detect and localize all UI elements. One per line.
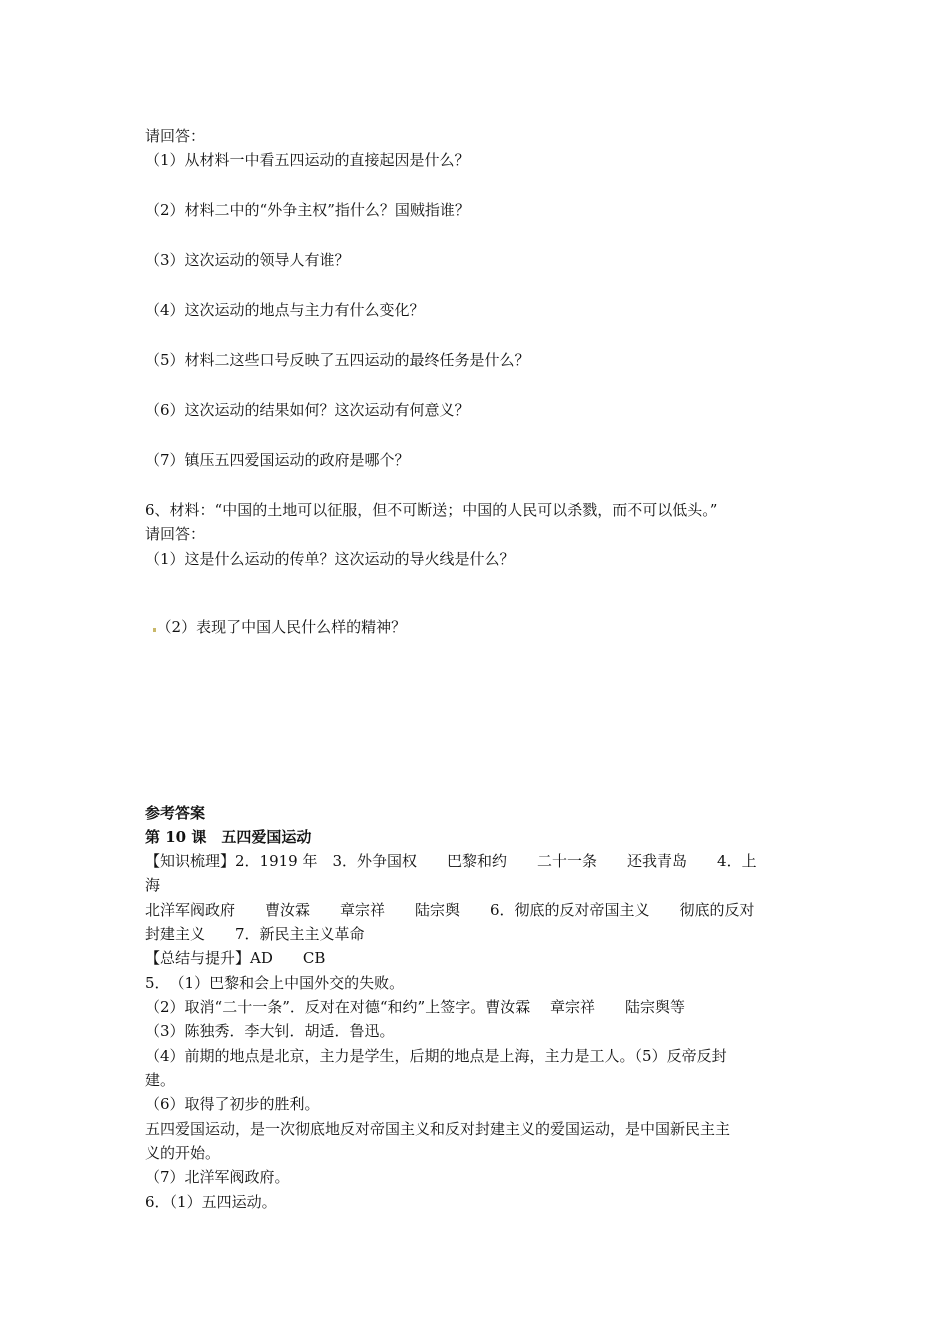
answer5-3: （3）陈独秀．李大钊．胡适．鲁迅。 xyxy=(145,1022,395,1040)
knowledge-line-3: 北洋军阀政府 曹汝霖 章宗祥 陆宗舆 6．彻底的反对帝国主义 彻底的反对 xyxy=(145,901,755,919)
answer5-4b: 建。 xyxy=(145,1071,176,1089)
lesson-title: 第 10 课 五四爱国运动 xyxy=(145,828,312,846)
answer5-6c: 义的开始。 xyxy=(145,1144,221,1162)
knowledge-line-2: 海 xyxy=(145,876,161,894)
answer5-6: （6）取得了初步的胜利。 xyxy=(145,1095,320,1113)
question5-item-4: （4）这次运动的地点与主力有什么变化？ xyxy=(145,301,425,319)
question5-item-5: （5）材料二这些口号反映了五四运动的最终任务是什么？ xyxy=(145,351,530,369)
question5-item-2: （2）材料二中的“外争主权”指什么？国贼指谁？ xyxy=(145,201,470,219)
question5-item-6: （6）这次运动的结果如何？这次运动有何意义？ xyxy=(145,401,470,419)
answer5-4a: （4）前期的地点是北京，主力是学生，后期的地点是上海，主力是工人。（5）反帝反封 xyxy=(145,1047,727,1065)
knowledge-line-4: 封建主义 7．新民主主义革命 xyxy=(145,925,365,943)
question6-prompt: 请回答： xyxy=(145,525,206,543)
question5-item-1: （1）从材料一中看五四运动的直接起因是什么？ xyxy=(145,151,470,169)
knowledge-line-1: 【知识梳理】2．1919 年 3．外争国权 巴黎和约 二十一条 还我青岛 4．上 xyxy=(145,852,757,870)
question5-item-3: （3）这次运动的领导人有谁？ xyxy=(145,251,350,269)
answers-heading: 参考答案 xyxy=(145,804,206,822)
answer5-6b: 五四爱国运动，是一次彻底地反对帝国主义和反对封建主义的爱国运动，是中国新民主主 xyxy=(145,1120,731,1138)
question5-prompt: 请回答： xyxy=(145,127,206,145)
question6-item-2-text: （2）表现了中国人民什么样的精神？ xyxy=(156,618,407,636)
question6-material: 6、材料：“中国的土地可以征服，但不可断送；中国的人民可以杀戮，而不可以低头。” xyxy=(145,501,718,519)
answer5-2: （2）取消“二十一条”．反对在对德“和约”上签字。曹汝霖 章宗祥 陆宗舆等 xyxy=(145,998,685,1016)
answer5-7: （7）北洋军阀政府。 xyxy=(145,1168,290,1186)
summary-line: 【总结与提升】AD CB xyxy=(145,949,326,967)
answer6-1: 6．（1）五四运动。 xyxy=(145,1193,277,1211)
question6-item-2 xyxy=(142,597,406,637)
question5-item-7: （7）镇压五四爱国运动的政府是哪个？ xyxy=(145,451,410,469)
question6-item-1: （1）这是什么运动的传单？这次运动的导火线是什么？ xyxy=(145,550,515,568)
answer5-1: 5． （1）巴黎和会上中国外交的失败。 xyxy=(145,974,405,992)
scan-mark xyxy=(153,628,156,632)
